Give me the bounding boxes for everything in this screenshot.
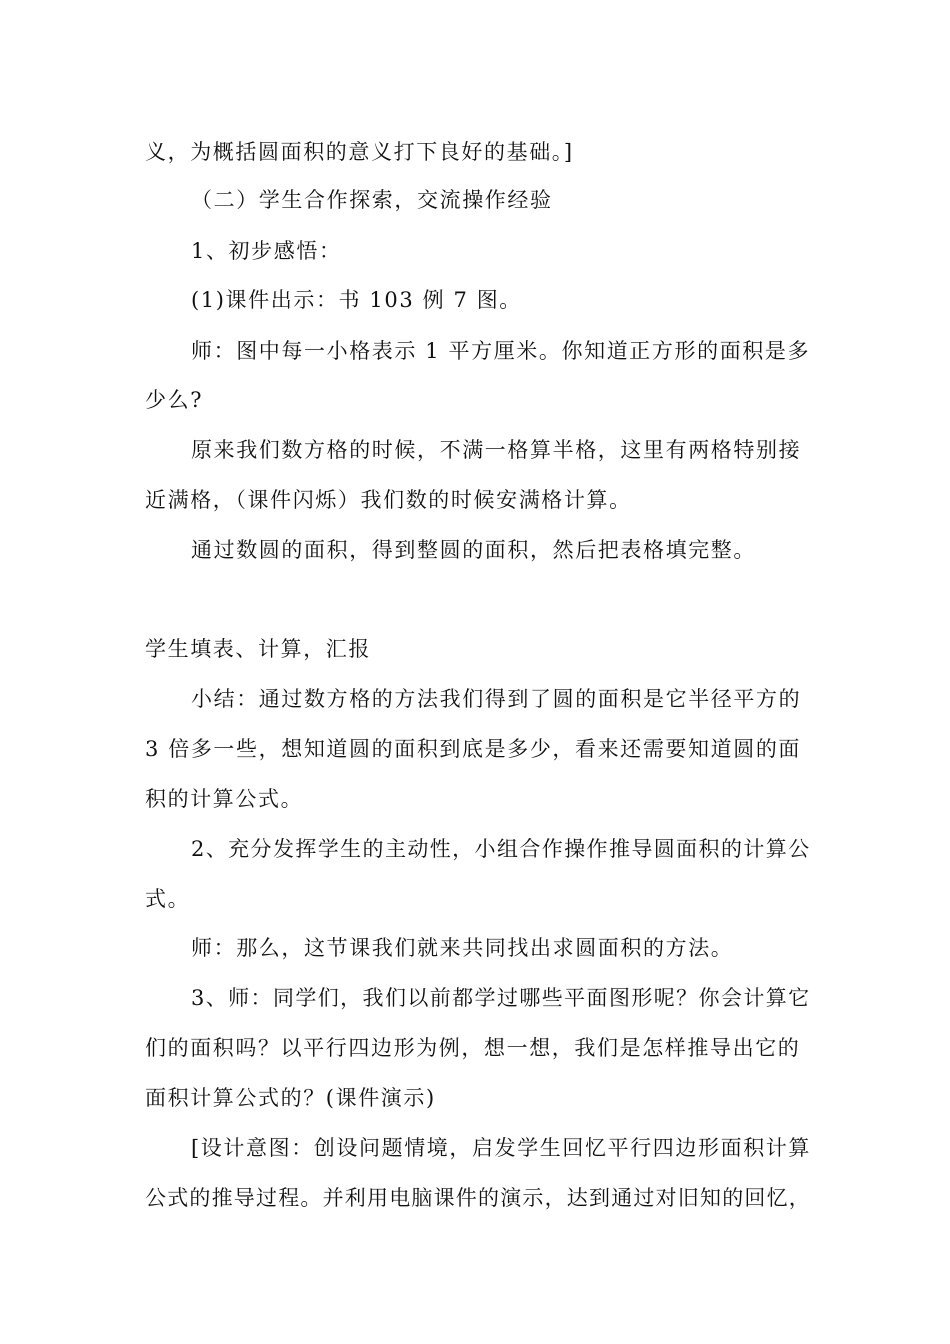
text-line: (1)课件出示：书 103 例 7 图。 xyxy=(191,288,522,312)
text-line: 原来我们数方格的时候，不满一格算半格，这里有两格特别接 xyxy=(191,438,802,462)
text-line: 式。 xyxy=(145,887,191,911)
text-line: 小结：通过数方格的方法我们得到了圆的面积是它半径平方的 xyxy=(191,687,802,711)
text-line: 少么? xyxy=(145,388,204,412)
text-line: 3、师：同学们，我们以前都学过哪些平面图形呢？你会计算它 xyxy=(191,986,811,1010)
subsection-heading: 1、初步感悟： xyxy=(191,239,342,263)
text-line: 积的计算公式。 xyxy=(145,787,304,811)
text-line: 学生填表、计算，汇报 xyxy=(145,637,371,661)
text-line: 们的面积吗？以平行四边形为例，想一想，我们是怎样推导出它的 xyxy=(145,1036,801,1060)
text-line: 3 倍多一些，想知道圆的面积到底是多少，看来还需要知道圆的面 xyxy=(145,737,802,761)
text-line: 近满格，（课件闪烁）我们数的时候安满格计算。 xyxy=(145,488,632,512)
text-line: 师：那么，这节课我们就来共同找出求圆面积的方法。 xyxy=(191,936,734,960)
text-line: 2、充分发挥学生的主动性，小组合作操作推导圆面积的计算公 xyxy=(191,837,811,861)
text-line: [设计意图：创设问题情境，启发学生回忆平行四边形面积计算 xyxy=(191,1136,811,1160)
text-line: 通过数圆的面积，得到整圆的面积，然后把表格填完整。 xyxy=(191,538,756,562)
text-line: 师：图中每一小格表示 1 平方厘米。你知道正方形的面积是多 xyxy=(191,339,811,363)
section-heading: （二）学生合作探索，交流操作经验 xyxy=(191,188,553,212)
text-line: 面积计算公式的？(课件演示) xyxy=(145,1086,436,1110)
text-line: 公式的推导过程。并利用电脑课件的演示，达到通过对旧知的回忆， xyxy=(145,1186,811,1210)
text-line: 义，为概括圆面积的意义打下良好的基础。] xyxy=(145,140,574,164)
